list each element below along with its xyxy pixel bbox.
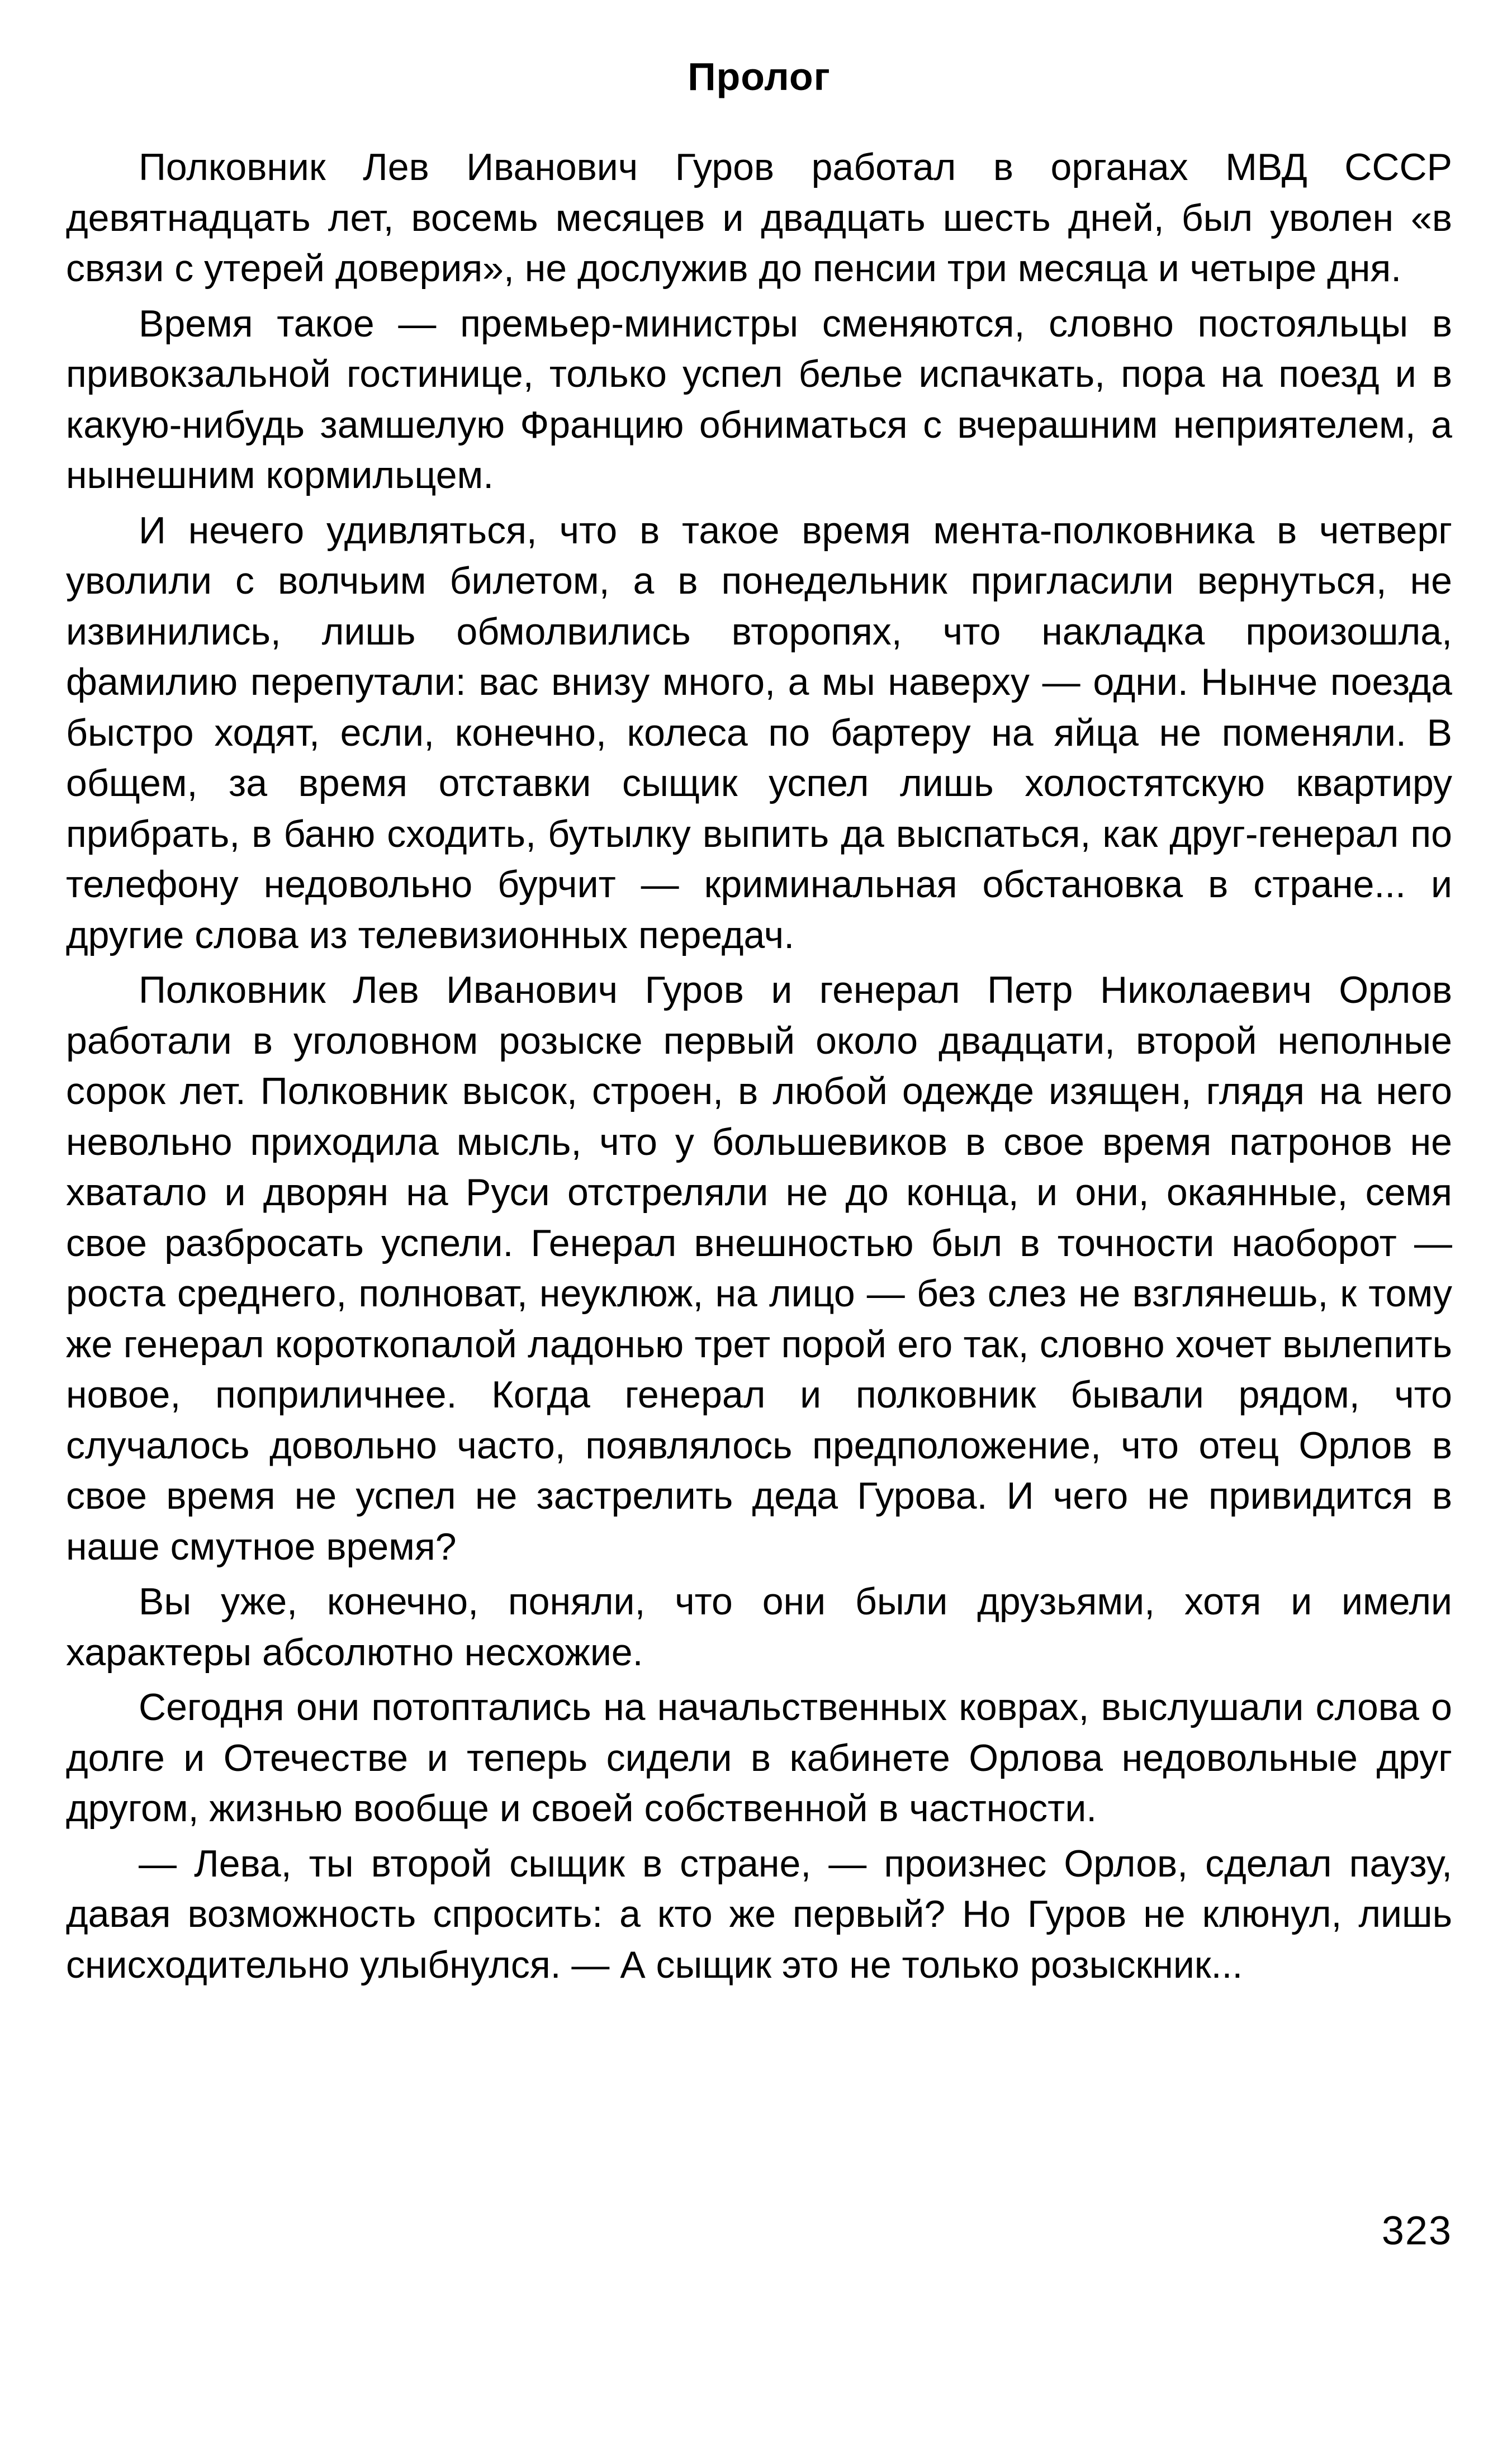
paragraph-3: И нечего удивляться, что в такое время мента-полковника в четверг уволили с волчьим билетом, а в понедельник пригласили вернуться, не извинились, лишь обмолвились второпях, что накладка произошла, фамилию перепутали: вас внизу много, а мы наверху — одни. Нынче поезда быстро ходят, если, конечно, колеса по бартеру на яйца не поменяли. В общем, за время отставки сыщик успел лишь холостятскую квартиру прибрать, в баню сходить, бутылку выпить да выспаться, как друг-генерал по телефону недовольно бурчит — криминальная обстановка в стране... и другие слова из телевизионных передач. — [66, 509, 1452, 956]
page-number: 323 — [1381, 2209, 1452, 2253]
book-page — [66, 53, 1452, 2401]
paragraph-5: Вы уже, конечно, поняли, что они были друзьями, хотя и имели характеры абсолютно несхожие. — [66, 1580, 1452, 1674]
paragraph-7: — Лева, ты второй сыщик в стране, — произнес Орлов, сделал паузу, давая возможность спросить: а кто же первый? Но Гуров не клюнул, лишь снисходительно улыбнулся. — А сыщик это не только розыскник... — [66, 1842, 1452, 1986]
paragraph-4: Полковник Лев Иванович Гуров и генерал Петр Николаевич Орлов работали в уголовном розыске первый около двадцати, второй неполные сорок лет. Полковник высок, строен, в любой одежде изящен, глядя на него невольно приходила мысль, что у большевиков в свое время патронов не хватало и дворян на Руси отстреляли не до конца, и они, окаянные, семя свое разбросать успели. Генерал внешностью был в точности наоборот — роста среднего, полноват, неуклюж, на лицо — без слез не взглянешь, к тому же генерал короткопалой ладонью трет порой его так, словно хочет вылепить новое, поприличнее. Когда генерал и полковник бывали рядом, что случалось довольно часто, появлялось предположение, что отец Орлов в свое время не успел не застрелить деда Гурова. И чего не привидится в наше смутное время? — [66, 969, 1452, 1568]
paragraph-6: Сегодня они потоптались на начальственных коврах, выслушали слова о долге и Отечестве и теперь сидели в кабинете Орлова недовольные друг другом, жизнью вообще и своей собственной в частности. — [66, 1686, 1452, 1830]
paragraph-2: Время такое — премьер-министры сменяются, словно постояльцы в привокзальной гостинице, только успел белье испачкать, пора на поезд и в какую-нибудь замшелую Францию обниматься с вчерашним неприятелем, а нынешним кормильцем. — [66, 302, 1452, 496]
chapter-title: Пролог — [688, 55, 831, 98]
paragraph-1: Полковник Лев Иванович Гуров работал в органах МВД СССР девятнадцать лет, восемь месяцев и двадцать шесть дней, был уволен «в связи с утерей доверия», не дослужив до пенсии три месяца и четыре дня. — [66, 146, 1452, 290]
